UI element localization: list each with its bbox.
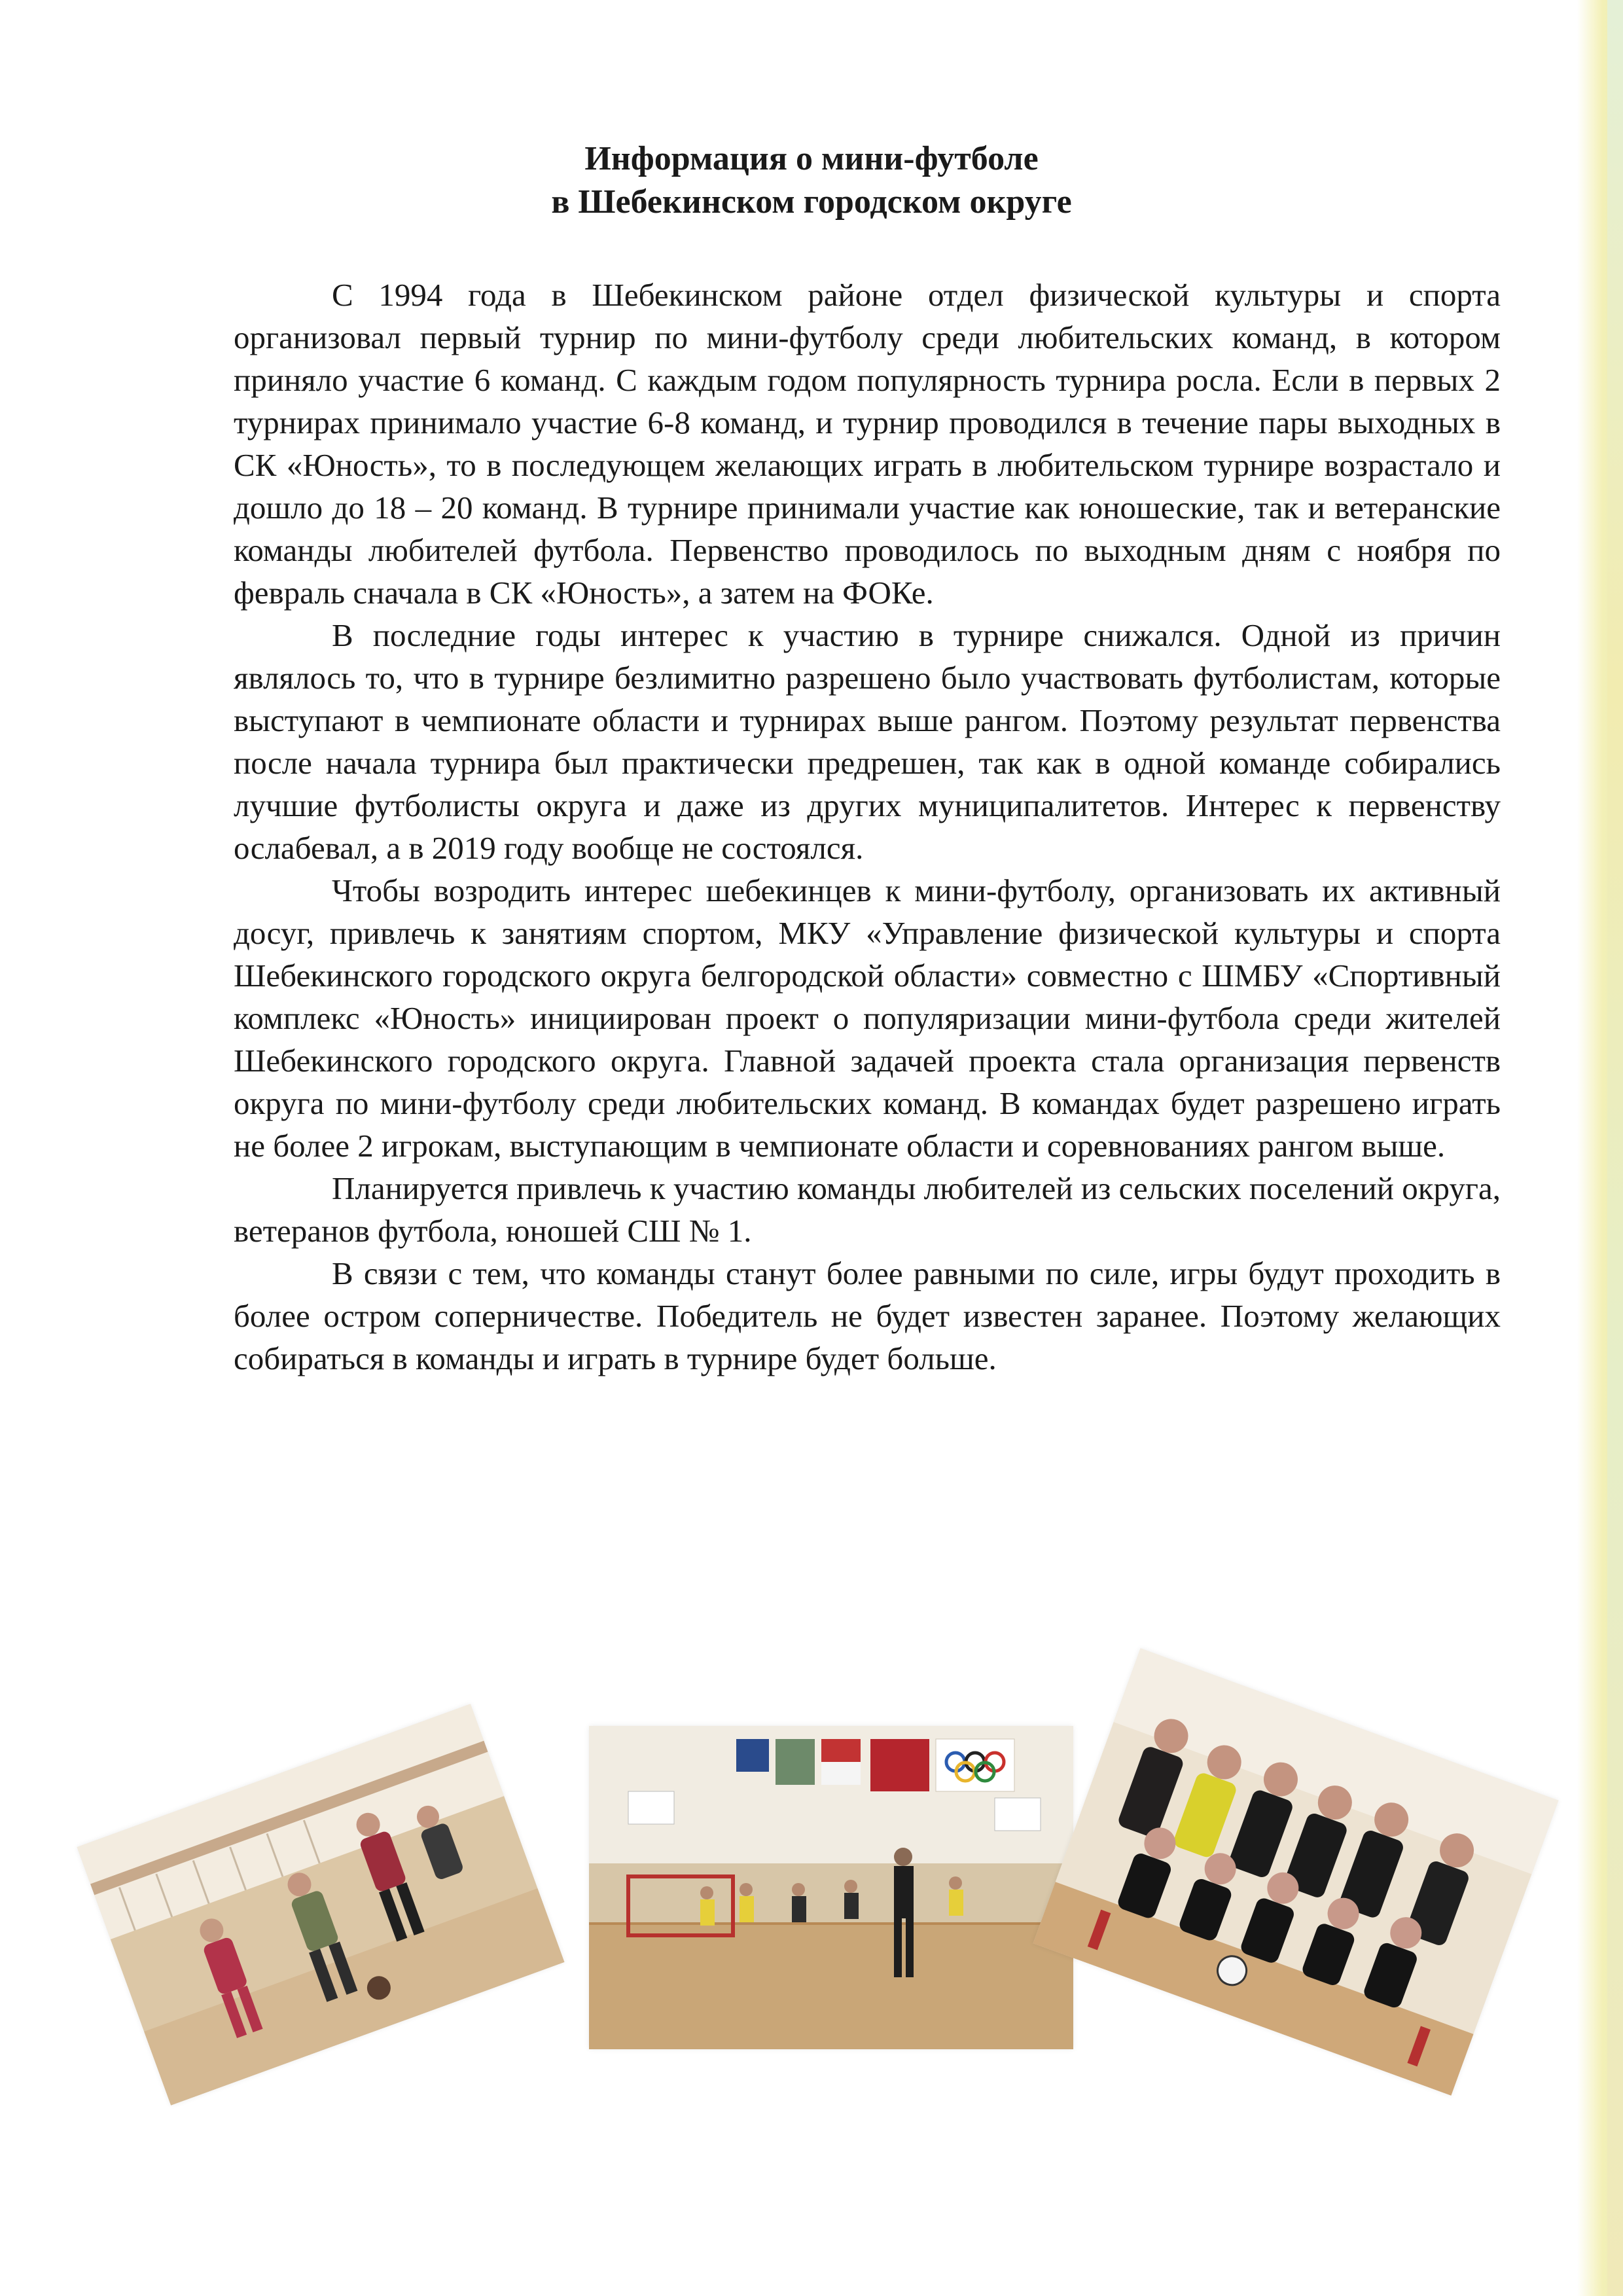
title-line-1: Информация о мини-футболе bbox=[584, 140, 1039, 177]
document-body bbox=[234, 274, 1501, 1380]
paragraph-4: Планируется привлечь к участию команды любителей из сельских поселений округа, ветеранов футбола, юношей СШ № 1. bbox=[234, 1170, 1501, 1249]
photo-team bbox=[1033, 1648, 1558, 2096]
photo-players-action bbox=[77, 1704, 564, 2106]
paragraph-3: Чтобы возродить интерес шебекинцев к мини-футболу, организовать их активный досуг, привлечь к занятиям спортом, МКУ «Управление физической культуры и спорта Шебекинского городского округа белгородской области» совместно с ШМБУ «Спортивный комплекс «Юность» инициирован проект о популяризации мини-футбола среди жителей Шебекинского городского округа. Главной задачей проекта стала организация первенств округа по мини-футболу среди любительских команд. В командах будет разрешено играть не более 2 игрокам, выступающим в чемпионате области и соревнованиях рангом выше. bbox=[234, 872, 1501, 1164]
document-title bbox=[196, 137, 1427, 224]
paragraph-2: В последние годы интерес к участию в турнире снижался. Одной из причин являлось то, что в турнире безлимитно разрешено было участвовать футболистам, которые выступают в чемпионате области и турнирах выше рангом. Поэтому результат первенства после начала турнира был практически предрешен, так как в одной команде собирались лучшие футболисты округа и даже из других муниципалитетов. Интерес к первенству ослабевал, а в 2019 году вообще не состоялся. bbox=[234, 617, 1501, 866]
paragraph-5: В связи с тем, что команды станут более равными по силе, игры будут проходить в более остром соперничестве. Победитель не будет известен заранее. Поэтому желающих собираться в команды и играть в турнире будет больше. bbox=[234, 1255, 1501, 1376]
paragraph-1: С 1994 года в Шебекинском районе отдел физической культуры и спорта организовал первый турнир по мини-футболу среди любительских команд, в котором приняло участие 6 команд. С каждым годом популярность турнира росла. Если в первых 2 турнирах принимало участие 6-8 команд, и турнир проводился в течение пары выходных в СК «Юность», то в последующем желающих играть в любительском турнире возрастало и дошло до 18 – 20 команд. В турнире принимали участие как юношеские, так и ветеранские команды любителей футбола. Первенство проводилось по выходным дням с ноября по февраль сначала в СК «Юность», а затем на ФОКе. bbox=[234, 277, 1501, 611]
title-line-2: в Шебекинском городском округе bbox=[551, 183, 1072, 221]
photo-sports-hall bbox=[589, 1726, 1073, 2049]
scan-edge-stripe bbox=[1607, 0, 1623, 2296]
